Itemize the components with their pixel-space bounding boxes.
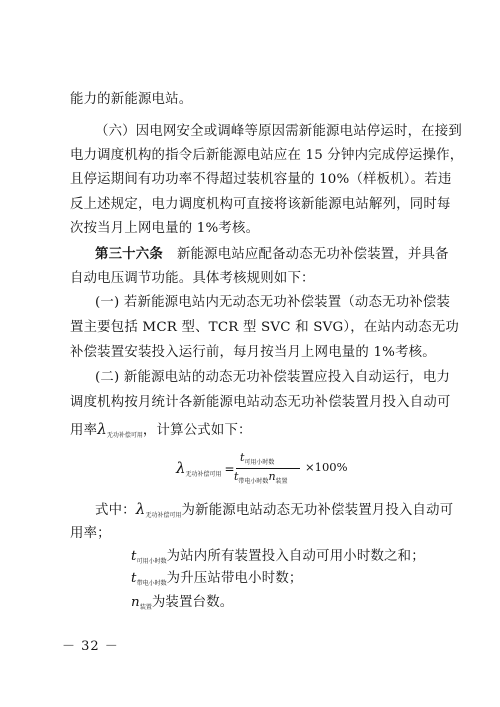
where-t-avail: $t_{可用小时数}$为站内所有装置投入自动可用小时数之和；: [131, 549, 425, 565]
availability-formula: [168, 451, 348, 491]
text-line: （六）因电网安全或调峰等原因需新能源电站停运时，在接到: [95, 124, 462, 139]
item-1-line: 置主要包括 MCR 型、TCR 型 SVC 和 SVG），在站内动态无功: [70, 320, 459, 335]
article-36-title: 第三十六条: [95, 246, 163, 262]
formula-numerator: $t_{可用小时数}$: [240, 451, 275, 466]
formula-denominator: $t_{带电小时数}n_{装置}$: [234, 470, 288, 485]
formula-lhs: $\lambda_{无功补偿可用}$ =: [176, 459, 235, 478]
item-1-line: (一) 若新能源电站内无动态无功补偿装置（动态无功补偿装: [95, 295, 451, 310]
item-1-line: 补偿装置安装投入运行前，每月按当月上网电量的 1%考核。: [70, 345, 436, 360]
where-t-live: $t_{带电小时数}$为升压站带电小时数；: [131, 571, 303, 587]
where-line: 用率；: [70, 526, 111, 541]
item-2-line: (二) 新能源电站的动态无功补偿装置应投入自动运行，电力: [95, 370, 451, 385]
where-n: $n_{装置}$为装置台数。: [131, 595, 234, 611]
text-line: 次按当月上网电量的 1%考核。: [70, 221, 260, 236]
where-line: 式中：$\lambda_{无功补偿可用}$为新能源电站动态无功补偿装置月投入自动可: [95, 500, 454, 519]
article-36-line: [95, 245, 449, 264]
page-number: － 32 －: [62, 639, 119, 654]
fraction-bar: [236, 468, 300, 469]
text-line: 能力的新能源电站。: [70, 92, 193, 107]
article-36-text: 新能源电站应配备动态无功补偿装置，并具备: [176, 247, 449, 262]
item-2-line: 调度机构按月统计各新能源电站动态无功补偿装置月投入自动可: [70, 395, 451, 410]
text-line: 自动电压调节功能。具体考核规则如下：: [70, 271, 315, 286]
text-line: 反上述规定，电力调度机构可直接将该新能源电站解列，同时每: [70, 197, 451, 212]
formula-multiplier: ×100%: [305, 460, 348, 474]
text-line: 且停运期间有功功率不得超过装机容量的 10%（样板机）。若违: [70, 172, 452, 187]
item-2-line: 用率$\lambda_{无功补偿可用}$，计算公式如下：: [70, 420, 252, 439]
text-line: 电力调度机构的指令后新能源电站应在 15 分钟内完成停运操作，: [70, 148, 464, 163]
lambda-symbol: λ: [97, 420, 107, 438]
